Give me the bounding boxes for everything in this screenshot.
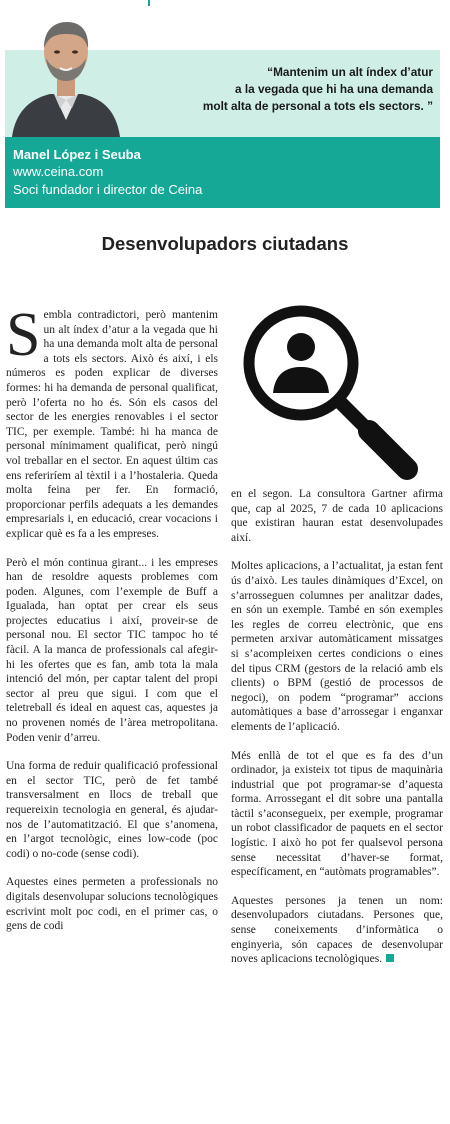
quote-line: a la vegada que hi ha una demanda: [235, 82, 433, 96]
author-role: Soci fundador i director de Ceina: [13, 182, 203, 197]
author-url[interactable]: www.ceina.com: [13, 164, 104, 179]
article-paragraph: en el segon. La consultora Gartner afirma que, cap al 2025, 7 de cada 10 aplicacions que existiran hauran estat desenvolupades així.: [231, 488, 443, 544]
article-paragraph: Més enllà de tot el que es fa des d’un ordinador, ja existeix tot tipus de maquinària industrial que pot programar-se d’aquesta forma. Arrossegant el dit sobre una pantalla tàctil s’aconsegueix, per exemple, programar un robot classificador de paquets en el sector logístic. I això ho pot fer qualsevol persona sense necessitat d’haver-se format, específicament, en “autòmats programables”.: [231, 749, 443, 879]
quote-line: “Mantenim un alt índex d’atur: [267, 65, 433, 79]
author-name: Manel López i Seuba: [13, 147, 141, 162]
author-info: [13, 146, 202, 199]
drop-cap: S: [6, 301, 41, 369]
article-paragraph: Aquestes eines permeten a professionals no digitals desenvolupar solucions tecnològiques escrivint molt poc codi, en el primer cas, o gens de codi: [6, 876, 218, 933]
magnifier-person-icon: [231, 295, 426, 480]
article-paragraph: Una forma de reduir qualificació professional en el sector TIC, però de fet també transversalment en llocs de treball que requereixin tecnologia en general, és ajudar-nos de l’automatització. El que s’anomena, en l’argot tecnològic, eines low-code (poc codi) o no-code (sense codi).: [6, 760, 218, 860]
top-accent-tick: [148, 0, 150, 6]
pull-quote: [137, 64, 433, 115]
article-title: Desenvolupadors ciutadans: [101, 233, 349, 254]
article-paragraph: [231, 894, 443, 967]
square-end-icon: [386, 954, 394, 962]
article-paragraph: Moltes aplicacions, a l’actualitat, ja estan fent ús d’això. Les taules dinàmiques d’Excel, on s’arrosseguen columnes per analitzar dades, en són un exemple. També en són exemples les regles de correu electrònic, que ens permeten arxivar automàticament missatges si s’acompleixen certes condicions o eines del tipus CRM (gestors de la relació amb els clients) o BPM (gestió de processos de negoci), on podem “programar” accions automàtiques a base d’arrossegar i enganxar elements de l’aplicació.: [231, 560, 443, 733]
article-paragraph: [6, 301, 218, 542]
paragraph-text: Aquestes persones ja tenen un nom: desenvolupadors ciutadans. Persones que, sense coneixements d’informàtica o enginyeria, són capaces de desenvolupar noves aplicacions tecnològiques.: [231, 894, 443, 966]
article-column-right: [231, 487, 443, 981]
article-column-left: [6, 301, 218, 948]
author-header: [5, 50, 440, 208]
author-photo: [10, 8, 122, 137]
article-paragraph: Però el món continua girant... i les empreses han de resoldre aquests problemes com poden. Algunes, com l’exemple de Buff a Igualada, han optat per crear els seus projectes educatius i així, proveir-se de personal nou. El sector TIC tampoc ho té fàcil. A la manca de professionals cal afegir-hi les ofertes que es fan, amb tota la mala intenció del món, per captar talent del propi sector al preu que sigui. I com que el teletreball és ideal en aquest cas, aquestes ja no provenen només de l’àrea metropolitana. Poden venir d’arreu.: [6, 556, 218, 744]
quote-line: molt alta de personal a tots els sectors. ”: [202, 99, 433, 113]
paragraph-text: embla contradictori, però mantenim un alt índex d’atur a la vegada que hi ha una demanda molt alta de personal a tots els sectors. Això és així, i els números es poden explicar de diverses formes: hi ha demanda de personal qualificat, però l’oferta no ho és. Són els casos del sector de les energies renovables i el sector TIC, per exemple. També: hi ha manca de personal mínimament qualificat, però ningú vol treballar en el sector. En aquest últim cas ens referiríem al tèxtil i a l’hostaleria. Queda molta feina per fer. En formació, proporcionar perfils adequats a les demandes empresarials i, en educació, crear vocacions i explicar què es fa a les empreses.: [6, 309, 218, 540]
